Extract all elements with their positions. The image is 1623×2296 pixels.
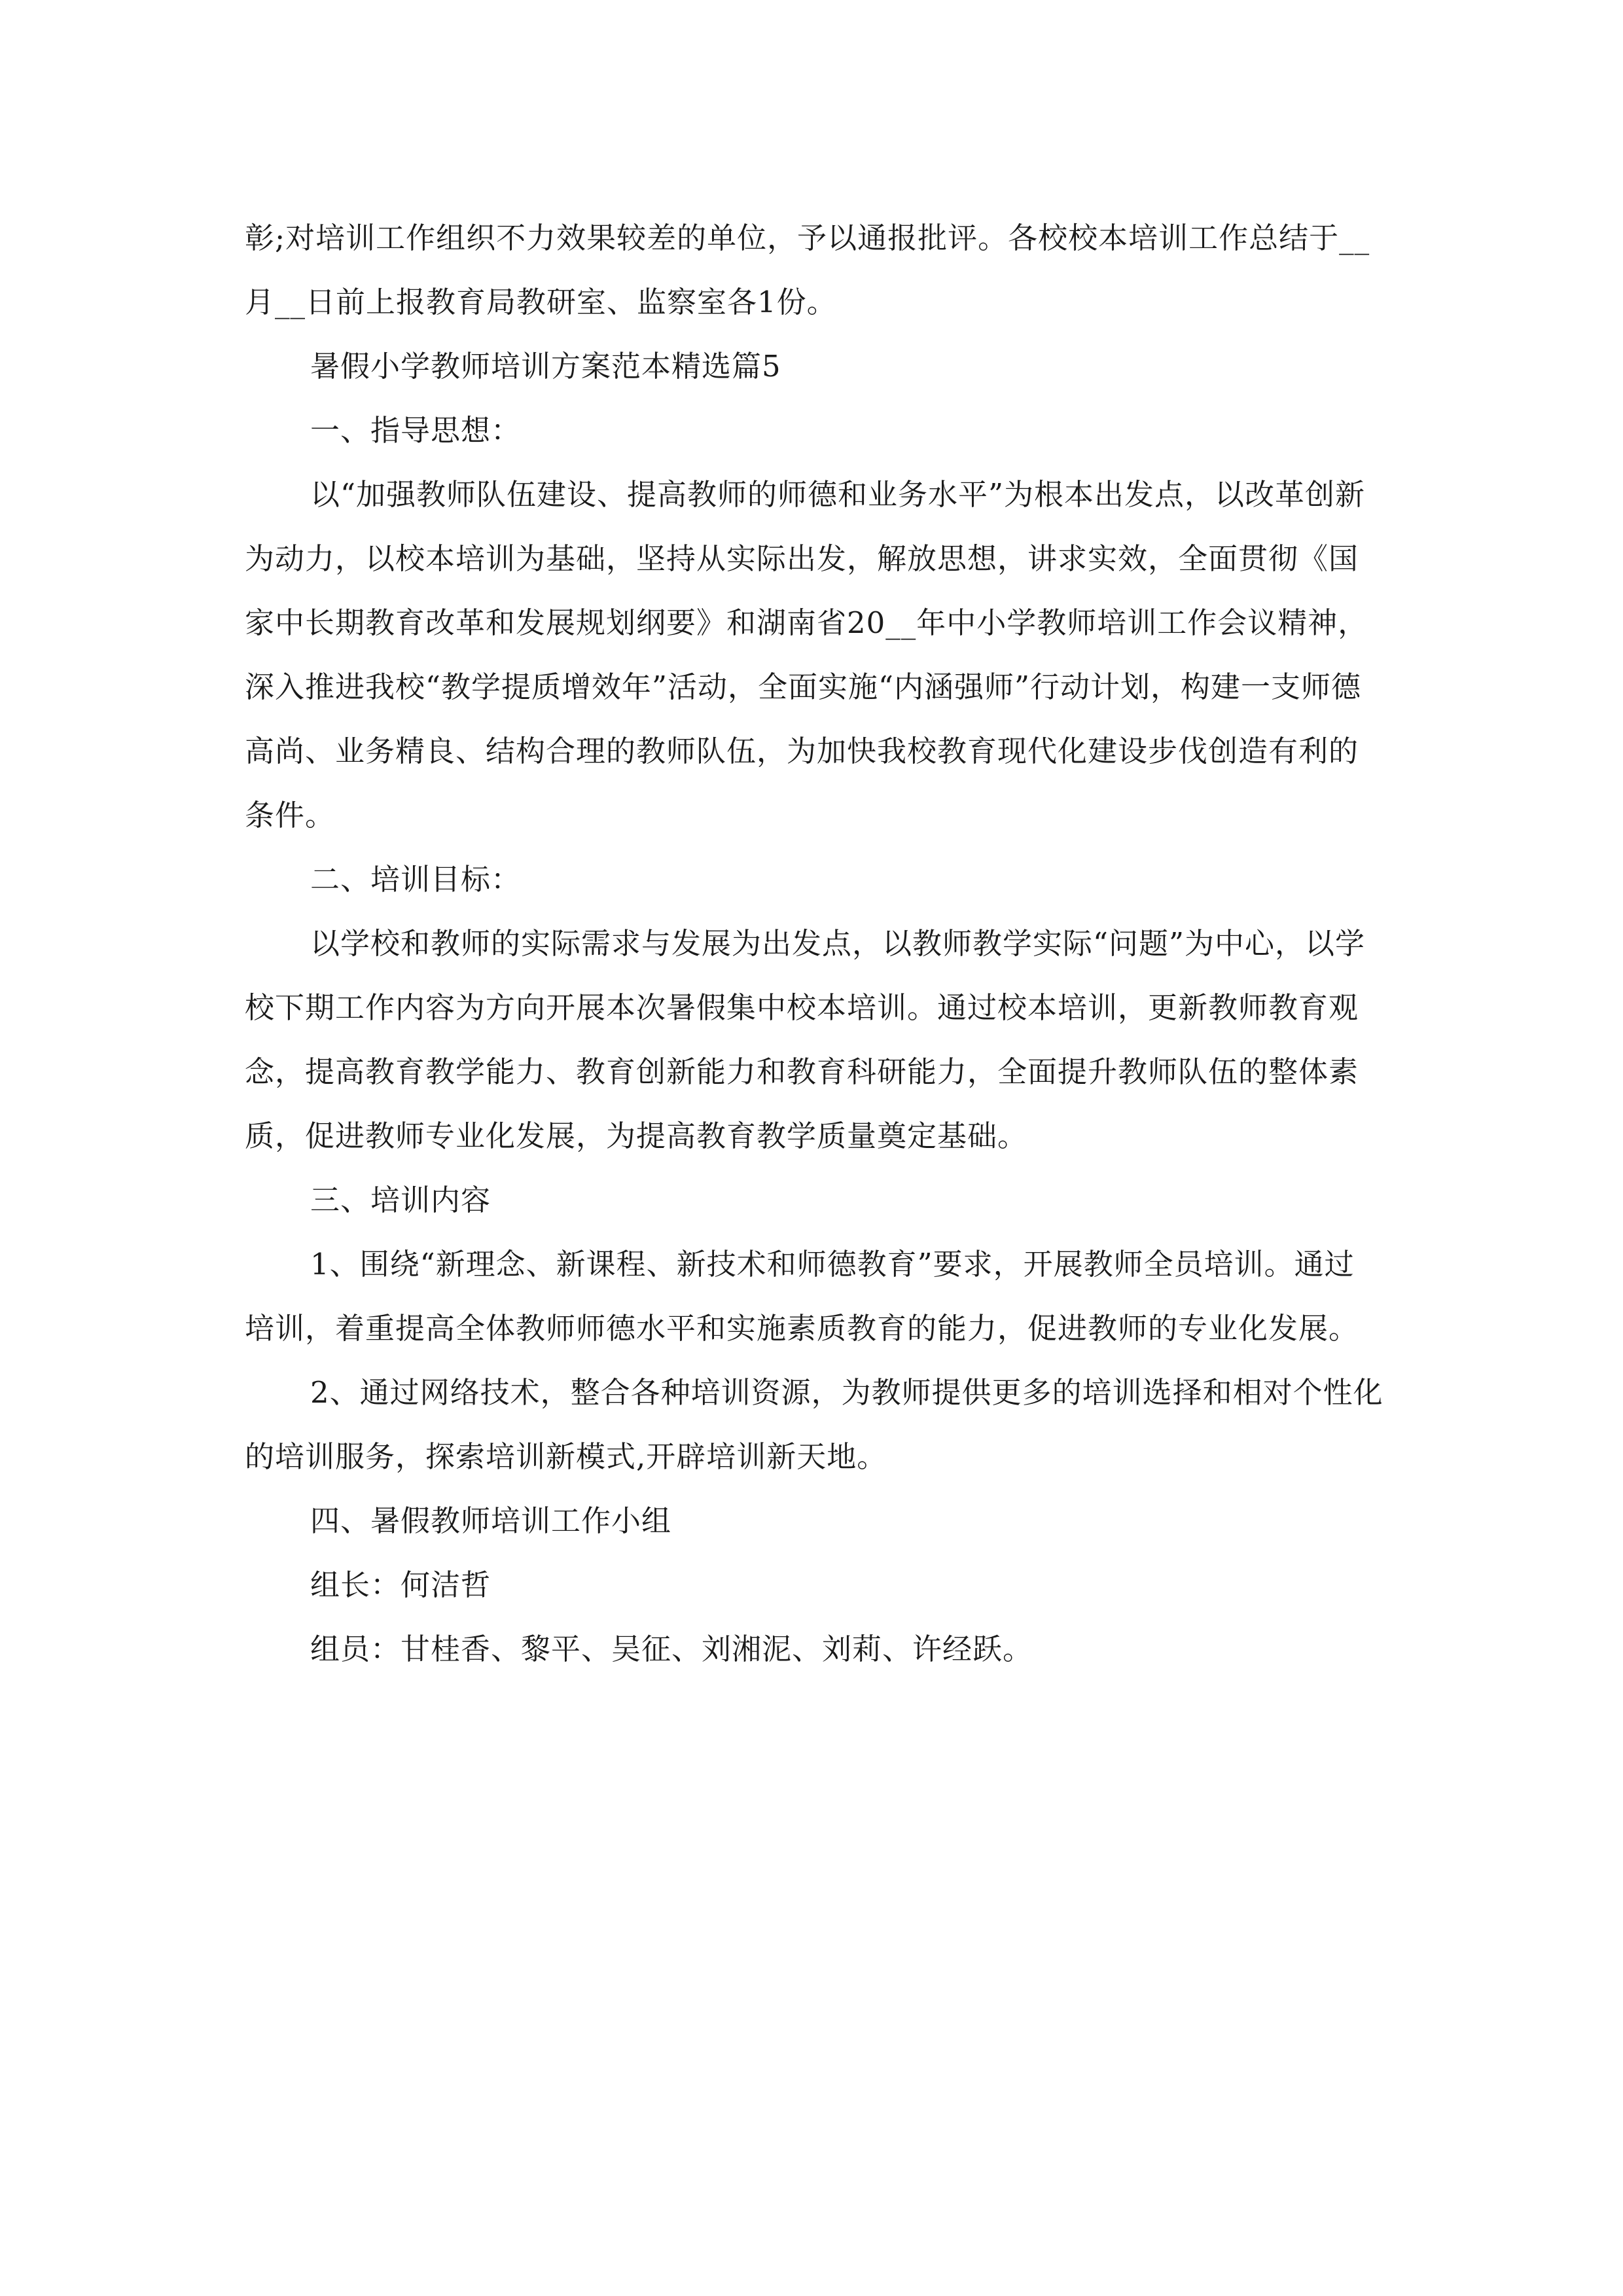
paragraph-content-item-2: 2、通过网络技术，整合各种培训资源，为教师提供更多的培训选择和相对个性化的培训服务，探索培训新模式,开辟培训新天地。 bbox=[245, 1375, 1383, 1474]
heading-guiding-ideology: 一、指导思想： bbox=[310, 413, 522, 448]
paragraph-content-item-1: 1、围绕“新理念、新课程、新技术和师德教育”要求，开展教师全员培训。通过培训，着重提高全体教师师德水平和实施素质教育的能力，促进教师的专业化发展。 bbox=[245, 1247, 1359, 1346]
section-title: 暑假小学教师培训方案范本精选篇5 bbox=[310, 349, 781, 384]
group-leader: 组长：何洁哲 bbox=[310, 1568, 491, 1602]
group-members: 组员：甘桂香、黎平、吴征、刘湘泥、刘莉、许经跃。 bbox=[310, 1632, 1033, 1666]
heading-training-goals: 二、培训目标： bbox=[310, 862, 522, 897]
paragraph-training-goals: 以学校和教师的实际需求与发展为出发点，以教师教学实际“问题”为中心，以学校下期工作内容为方向开展本次暑假集中校本培训。通过校本培训，更新教师教育观念，提高教育教学能力、教育创新能力和教育科研能力，全面提升教师队伍的整体素质，促进教师专业化发展，为提高教育教学质量奠定基础。 bbox=[245, 926, 1366, 1153]
heading-working-group: 四、暑假教师培训工作小组 bbox=[310, 1503, 672, 1538]
paragraph-guiding-ideology: 以“加强教师队伍建设、提高教师的师德和业务水平”为根本出发点，以改革创新为动力，以校本培训为基础，坚持从实际出发，解放思想，讲求实效，全面贯彻《国家中长期教育改革和发展规划纲要》和湖南省20__年中小学教师培训工作会议精神，深入推进我校“教学提质增效年”活动，全面实施“内涵强师”行动计划，构建一支师德高尚、业务精良、结构合理的教师队伍，为加快我校教育现代化建设步伐创造有利的条件。 bbox=[245, 477, 1368, 833]
document-body bbox=[245, 206, 1383, 1681]
paragraph-continuation: 彰;对培训工作组织不力效果较差的单位，予以通报批评。各校校本培训工作总结于__月__日前上报教育局教研室、监察室各1份。 bbox=[245, 221, 1370, 319]
heading-training-content: 三、培训内容 bbox=[310, 1183, 491, 1217]
